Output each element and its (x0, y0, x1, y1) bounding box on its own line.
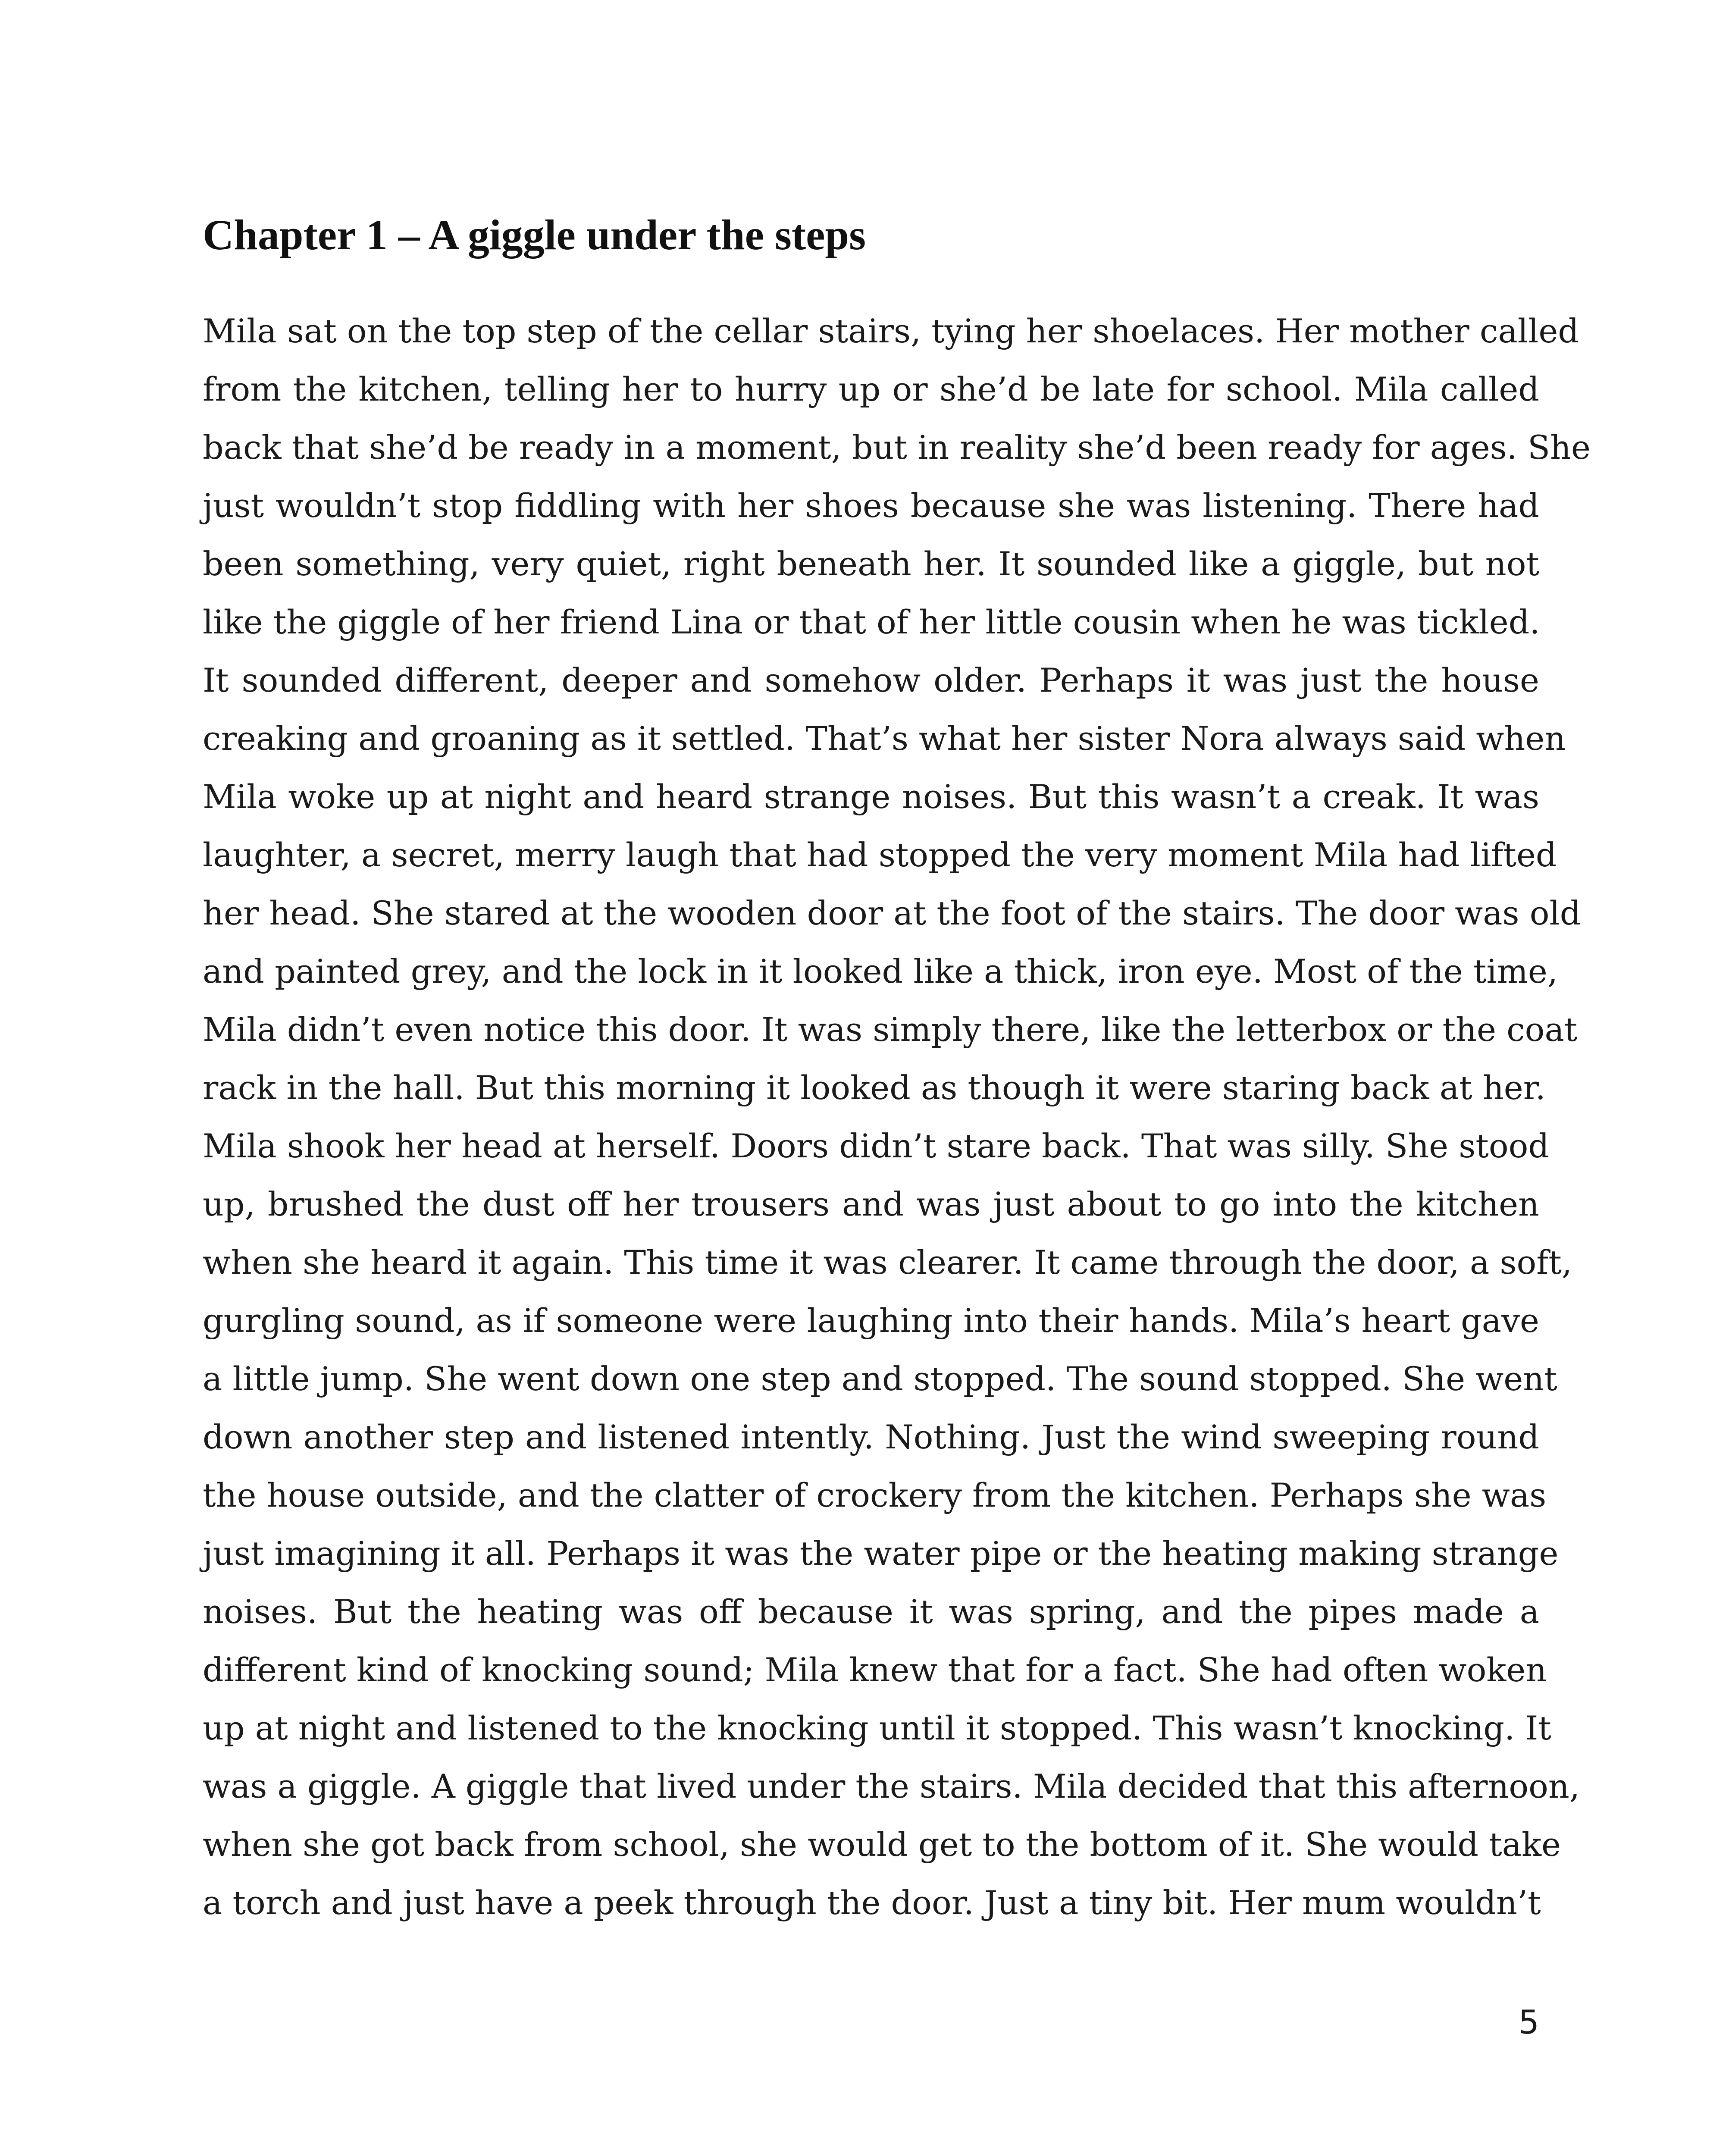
text-line: different kind of knocking sound; Mila knew that for a fact. She had often woken (203, 1651, 1547, 1689)
chapter-body-text (203, 302, 1591, 1932)
page-number: 5 (1518, 2003, 1539, 2041)
text-line: down another step and listened intently. Nothing. Just the wind sweeping round (203, 1418, 1539, 1456)
text-line: from the kitchen, telling her to hurry up or she’d be late for school. Mila called (203, 370, 1539, 408)
text-line: up, brushed the dust off her trousers and was just about to go into the kitchen (203, 1185, 1539, 1223)
text-line: up at night and listened to the knocking until it stopped. This wasn’t knocking. It (203, 1709, 1551, 1747)
text-line: laughter, a secret, merry laugh that had stopped the very moment Mila had lifted (203, 836, 1557, 874)
text-line: Mila woke up at night and heard strange noises. But this wasn’t a creak. It was (203, 777, 1539, 816)
text-line: Mila didn’t even notice this door. It was simply there, like the letterbox or the coat (203, 1010, 1578, 1049)
text-line: Mila shook her head at herself. Doors didn’t stare back. That was silly. She stood (203, 1127, 1549, 1165)
text-line: a torch and just have a peek through the door. Just a tiny bit. Her mum wouldn’t (203, 1883, 1541, 1922)
text-line: noises. But the heating was off because it was spring, and the pipes made a (203, 1592, 1539, 1631)
text-line: was a giggle. A giggle that lived under the stairs. Mila decided that this afternoon, (203, 1767, 1580, 1805)
text-line: like the giggle of her friend Lina or that of her little cousin when he was tickled. (203, 603, 1540, 641)
text-line: a little jump. She went down one step and stopped. The sound stopped. She went (203, 1360, 1557, 1398)
text-line: her head. She stared at the wooden door at the foot of the stairs. The door was old (203, 894, 1581, 932)
text-line: Mila sat on the top step of the cellar stairs, tying her shoelaces. Her mother called (203, 312, 1579, 350)
text-line: when she heard it again. This time it was clearer. It came through the door, a soft, (203, 1243, 1572, 1282)
text-line: back that she’d be ready in a moment, but in reality she’d been ready for ages. She (203, 428, 1591, 467)
text-line: rack in the hall. But this morning it looked as though it were staring back at her. (203, 1069, 1546, 1107)
text-line: been something, very quiet, right beneath her. It sounded like a giggle, but not (203, 545, 1539, 583)
text-line: just imagining it all. Perhaps it was the water pipe or the heating making strange (203, 1534, 1559, 1573)
text-line: the house outside, and the clatter of crockery from the kitchen. Perhaps she was (203, 1476, 1547, 1514)
text-line: just wouldn’t stop fiddling with her shoes because she was listening. There had (203, 486, 1539, 525)
text-line: when she got back from school, she would get to the bottom of it. She would take (203, 1825, 1561, 1864)
text-line: creaking and groaning as it settled. That’s what her sister Nora always said when (203, 719, 1566, 758)
text-line: gurgling sound, as if someone were laughing into their hands. Mila’s heart gave (203, 1301, 1539, 1340)
chapter-title: Chapter 1 – A giggle under the steps (203, 211, 866, 259)
text-line: It sounded different, deeper and somehow older. Perhaps it was just the house (203, 661, 1539, 699)
text-line: and painted grey, and the lock in it looked like a thick, iron eye. Most of the time, (203, 952, 1558, 990)
